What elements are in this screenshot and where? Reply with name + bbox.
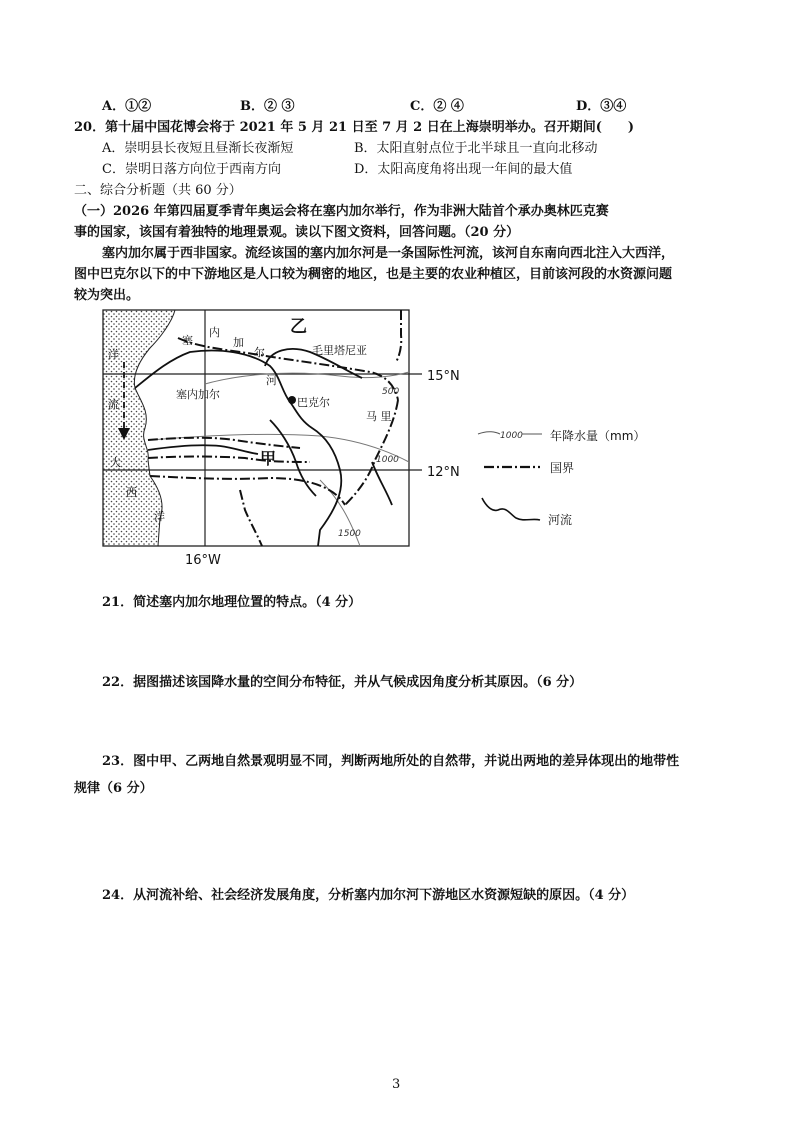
place-yi-label: 乙 (290, 317, 307, 337)
gambia-river (148, 445, 258, 454)
river-name-char-3: 加 (233, 336, 244, 349)
q19-option-d: D．③④ (576, 99, 627, 114)
map-legend (478, 428, 645, 527)
longitude-16-label: 16°W (185, 553, 221, 568)
river-name-char-4: 尔 (254, 346, 265, 359)
river-tributary-west (270, 420, 316, 496)
place-jia-label: 甲 (260, 449, 277, 468)
part1-paragraph-line3: 较为突出。 (74, 288, 140, 303)
bakel-label: 巴克尔 (297, 396, 330, 409)
border-gambia-south (148, 457, 310, 463)
legend-river-line (482, 498, 540, 520)
isohyet-1500-label: 1500 (338, 529, 361, 539)
latitude-15-label: 15°N (427, 369, 460, 384)
border-south (150, 476, 345, 505)
q20-option-a: A．崇明县长夜短且昼渐长夜渐短 (102, 141, 294, 156)
question-23-line1: 23．图中甲、乙两地自然景观明显不同，判断两地所处的自然带，并说出两地的差异体现出的地带性 (102, 754, 680, 769)
mali-label: 马 里 (366, 410, 392, 423)
ocean-label-2: 流 (108, 398, 119, 411)
legend-border-label: 国界 (550, 461, 575, 475)
part1-paragraph-line1: 塞内加尔属于西非国家。流经该国的塞内加尔河是一条国际性河流，该河自东南向西北注入大西洋， (102, 246, 675, 261)
legend-isohyet-line (478, 432, 500, 434)
latitude-12-label: 12°N (427, 465, 460, 480)
bakel-city-dot (288, 396, 296, 404)
q20-option-d: D．太阳高度角将出现一年间的最大值 (354, 162, 573, 177)
q19-option-a: A．①② (102, 99, 152, 114)
q19-option-c: C．② ④ (410, 99, 464, 114)
border-mauritania-mali (396, 310, 401, 362)
border-guinea (240, 490, 262, 546)
river-tributary-east (372, 462, 392, 505)
part1-paragraph-line2: 图中巴克尔以下的中下游地区是人口较为稠密的地区，也是主要的农业种植区，目前该河段的水资源问题 (74, 267, 673, 282)
q20-stem: 20．第十届中国花博会将于 2021 年 5 月 21 日至 7 月 2 日在上海崇明举办。召开期间( ) (74, 120, 635, 135)
mauritania-label: 毛里塔尼亚 (312, 344, 367, 357)
river-name-char-1: 塞 (182, 334, 193, 347)
q20-option-b: B．太阳直射点位于北半球且一直向北移动 (354, 141, 598, 156)
legend-isohyet-value: 1000 (500, 431, 523, 441)
river-name-char-5: 河 (266, 374, 277, 387)
part1-line1: （一）2026 年第四届夏季青年奥运会将在塞内加尔举行，作为非洲大陆首个承办奥林匹克赛 (74, 204, 609, 219)
ocean-label-5: 洋 (154, 510, 165, 523)
ocean-label-1: 洋 (108, 348, 119, 361)
q19-option-b: B．② ③ (240, 99, 295, 114)
section-title: 二、综合分析题（共 60 分） (74, 183, 242, 198)
ocean-label-4: 西 (126, 486, 137, 499)
q20-option-c: C．崇明日落方向位于西南方向 (102, 162, 281, 177)
legend-isohyet-label: 年降水量（mm） (550, 429, 646, 443)
isohyet-500-label: 500 (382, 387, 400, 397)
legend-river-label: 河流 (548, 513, 573, 527)
isohyet-1000-label: 1000 (376, 455, 399, 465)
ocean-label-3: 大 (110, 456, 121, 469)
senegal-map-figure (0, 300, 794, 575)
question-22: 22．据图描述该国降水量的空间分布特征，并从气候成因角度分析其原因。（6 分） (102, 675, 583, 690)
question-21: 21．简述塞内加尔地理位置的特点。（4 分） (102, 595, 362, 610)
question-24: 24．从河流补给、社会经济发展角度，分析塞内加尔河下游地区水资源短缺的原因。（4 分） (102, 888, 635, 903)
senegal-label: 塞内加尔 (176, 388, 220, 401)
part1-line2: 事的国家，该国有着独特的地理景观。读以下图文资料，回答问题。（20 分） (74, 225, 520, 240)
question-23-line2: 规律（6 分） (74, 781, 153, 796)
river-name-char-2: 内 (209, 326, 220, 339)
page-number: 3 (392, 1077, 401, 1092)
